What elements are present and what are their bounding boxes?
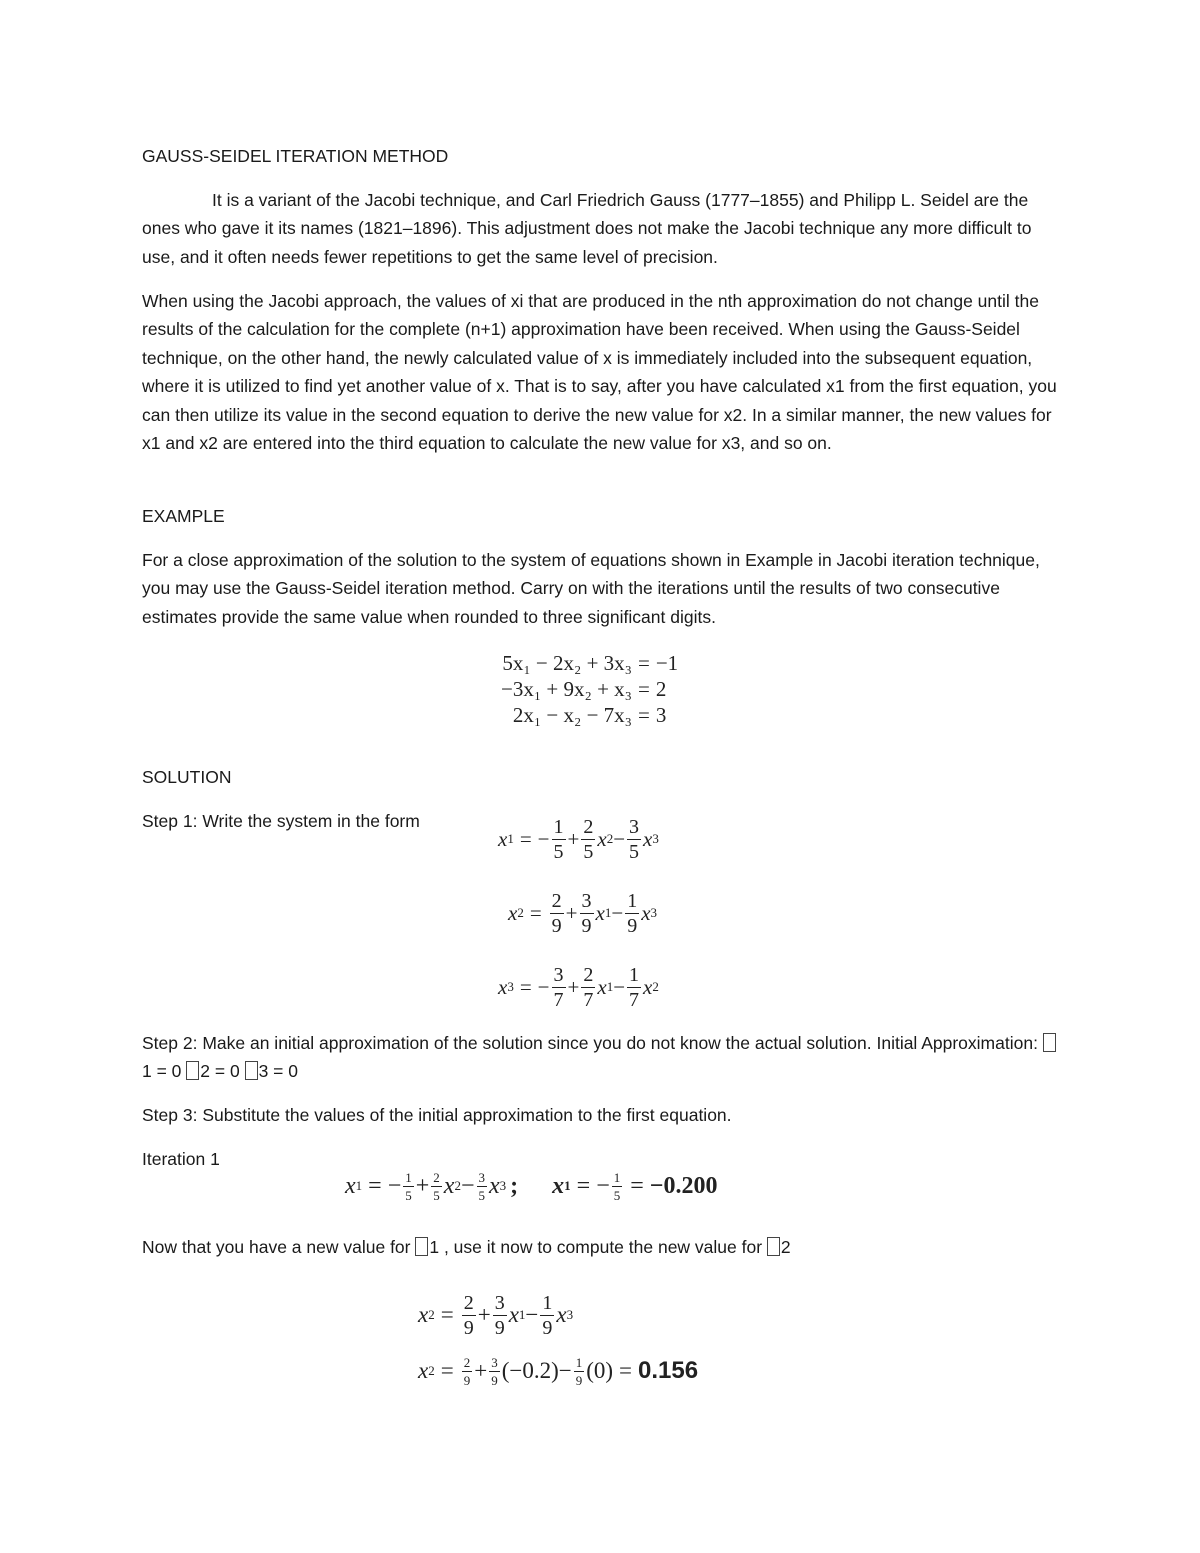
missing-glyph-icon: [186, 1061, 199, 1080]
step-1-text: Step 1: Write the system in the form: [142, 811, 420, 831]
x2-result: 0.156: [638, 1357, 699, 1384]
system-equation-2: −3x₁ + 9x₂ + x₃ = 2: [501, 676, 667, 701]
equation-system: [480, 650, 678, 728]
page-title: [142, 142, 1062, 170]
rearranged-x3: x 3 = − $\frac{3}{7}$ + $\frac{2}{7}$ x 1 − $\frac{1}{7}$ x 2: [498, 963, 659, 1011]
rearranged-equations: [498, 808, 659, 1018]
rearranged-x2: x 2 = $\frac{2}{9}$ + $\frac{3}{9}$ x 1 − $\frac{1}{9}$ x 3: [508, 889, 658, 937]
missing-glyph-icon: [767, 1237, 780, 1256]
system-equation-1: 5x₁ − 2x₂ + 3x₃ = −1: [502, 650, 679, 675]
iteration-1-equation: x 1 = − $\frac{1}{5}$ + $\frac{2}{5}$ x 2 − $\frac{3}{5}$ x 3 ; x 1 = − $\frac{1}{5}$ = −0.200: [345, 1169, 718, 1203]
step-2-paragraph: Step 2: Make an initial approximation of the solution since you do not know the actual solution. Initial Approximation: 1 = 0 2 = 0 3 = 0: [142, 1029, 1062, 1086]
solution-heading: SOLUTION: [142, 767, 232, 787]
rearranged-x1: x 1 = − $\frac{1}{5}$ + $\frac{2}{5}$ x 2 − $\frac{3}{5}$ x 3: [498, 815, 659, 863]
missing-glyph-icon: [1043, 1033, 1056, 1052]
step-3-paragraph: Step 3: Substitute the values of the initial approximation to the first equation.: [142, 1105, 732, 1125]
example-paragraph: For a close approximation of the solution to the system of equations shown in Example in Jacobi iteration technique, you may use the Gauss-Seidel iteration method. Carry on with the iterations until the results of two consecutive estimates provide the same value when rounded to three significant digits.: [142, 550, 1040, 627]
missing-glyph-icon: [415, 1237, 428, 1256]
jacobi-comparison-paragraph: When using the Jacobi approach, the values of xi that are produced in the nth approximation do not change until the results of the calculation for the complete (n+1) approximation have been received. When using the Gauss-Seidel technique, on the other hand, the newly calculated value of x is immediately included into the subsequent equation, where it is utilized to find yet another value of x. That is to say, after you have calculated x1 from the first equation, you can then utilize its value in the second equation to derive the new value for x2. In a similar manner, the new values for x1 and x2 are entered into the third equation to calculate the new value for x3, and so on.: [142, 291, 1057, 454]
x2-formula: x 2 = $\frac{2}{9}$ + $\frac{3}{9}$ x 1 − $\frac{1}{9}$ x 3: [418, 1291, 574, 1339]
iteration-1-label: Iteration 1: [142, 1149, 220, 1169]
intro-paragraph: It is a variant of the Jacobi technique, and Carl Friedrich Gauss (1777–1855) and Philipp L. Seidel are the ones who gave it its names (1821–1896). This adjustment does not make the Jacobi technique any more difficult to use, and it often needs fewer repetitions to get the same level of precision.: [142, 190, 1032, 267]
example-heading: EXAMPLE: [142, 506, 225, 526]
title-text: GAUSS-SEIDEL ITERATION METHOD: [142, 146, 449, 166]
now-paragraph: Now that you have a new value for 1 , use it now to compute the new value for 2: [142, 1237, 791, 1257]
x2-computation: [418, 1283, 698, 1395]
missing-glyph-icon: [245, 1061, 258, 1080]
x1-result: −0.200: [649, 1172, 718, 1199]
system-equation-3: 2x₁ − x₂ − 7x₃ = 3: [512, 702, 667, 727]
x2-substitution: x 2 = $\frac{2}{9}$ + $\frac{3}{9}$ (−0.2) − $\frac{1}{9}$ (0) = 0.156: [418, 1354, 699, 1388]
